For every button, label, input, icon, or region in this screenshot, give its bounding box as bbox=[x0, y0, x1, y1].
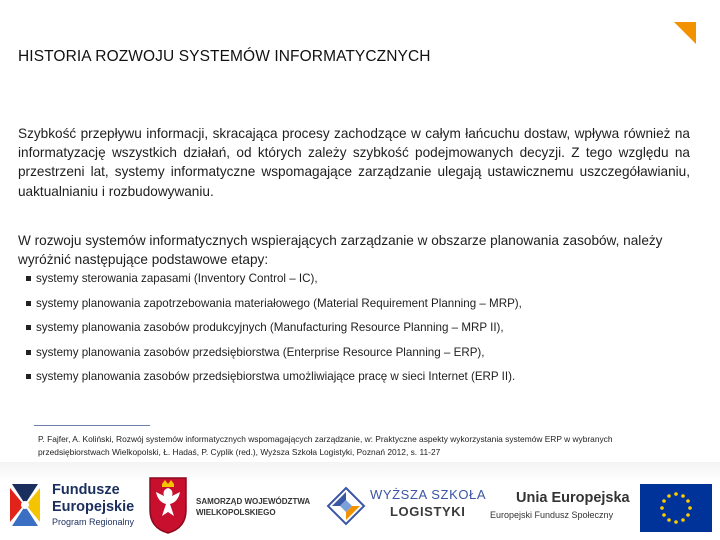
list-item bbox=[26, 346, 522, 371]
stages-intro-paragraph: W rozwoju systemów informatycznych wspierających zarządzanie w obszarze planowania zasobów, należy wyróżnić następujące podstawowe etapy: bbox=[18, 233, 663, 268]
wyzsza-szkola-logistyki-logo bbox=[326, 484, 486, 530]
wsl-line1: WYŻSZA SZKOŁA bbox=[370, 487, 487, 502]
footnote-divider bbox=[34, 425, 150, 426]
wsl-line2: LOGISTYKI bbox=[390, 504, 466, 519]
list-item-text: systemy sterowania zapasami (Inventory Control – IC), bbox=[36, 272, 318, 285]
bullet-square-icon bbox=[26, 325, 31, 330]
fe-line3: Program Regionalny bbox=[52, 517, 135, 527]
wielkopolska-logo bbox=[148, 476, 318, 536]
bullet-square-icon bbox=[26, 350, 31, 355]
fe-line2: Europejskie bbox=[52, 499, 135, 515]
wsl-chevron-icon bbox=[326, 486, 366, 526]
eu-flag-icon bbox=[640, 484, 712, 532]
list-item-text: systemy planowania zasobów przedsiębiorstwa (Enterprise Resource Planning – ERP), bbox=[36, 345, 485, 359]
bullet-square-icon bbox=[26, 301, 31, 306]
intro-paragraph: Szybkość przepływu informacji, skracająca procesy zachodzące w całym łańcuchu dostaw, wpływa również na informatyzację wszystkich działań, od których zależy szybkość podejmowanych decyzji. Z tego względu na przestrzeni lat, systemy informatyczne wspomagające zarządzanie ulegają ustawicznemu uszczegóławianiu, uaktualnianiu i rozbudowywaniu. bbox=[18, 126, 690, 199]
list-item-text: systemy planowania zasobów produkcyjnych (Manufacturing Resource Planning – MRP II), bbox=[36, 321, 504, 335]
corner-accent-triangle bbox=[674, 22, 696, 44]
footnote: P. Fajfer, A. Koliński, Rozwój systemów informatycznych wspomagających zarządzanie, w: Praktyczne aspekty wykorzystania systemów ERP w wybranych przedsiębiorstwach Wielkopolski, Ł. Hadaś, P. Cyplik (red.), Wyższa Szkoła Logistyki, Poznań 2012, s. 11-27 bbox=[38, 434, 613, 457]
list-item bbox=[26, 370, 522, 395]
bullet-square-icon bbox=[26, 276, 31, 281]
ue-line2: Europejski Fundusz Społeczny bbox=[490, 510, 614, 520]
list-item-text: systemy planowania zapotrzebowania materiałowego (Material Requirement Planning – MRP), bbox=[36, 296, 522, 310]
list-item bbox=[26, 272, 522, 297]
slide-title: HISTORIA ROZWOJU SYSTEMÓW INFORMATYCZNYCH bbox=[18, 48, 431, 65]
fe-line1: Fundusze bbox=[52, 482, 120, 498]
wlkp-line2: WIELKOPOLSKIEGO bbox=[196, 508, 276, 517]
unia-europejska-logo bbox=[488, 484, 720, 534]
bullet-square-icon bbox=[26, 374, 31, 379]
wielkopolska-eagle-crest-icon bbox=[148, 476, 188, 534]
wlkp-line1: SAMORZĄD WOJEWÓDZTWA bbox=[196, 497, 311, 506]
ue-line1: Unia Europejska bbox=[516, 490, 630, 506]
list-item bbox=[26, 297, 522, 322]
fe-star-icon bbox=[8, 480, 46, 532]
list-item-text: systemy planowania zasobów przedsiębiorstwa umożliwiające pracę w sieci Internet (ERP II). bbox=[36, 370, 516, 384]
stages-list bbox=[26, 272, 522, 395]
list-item bbox=[26, 321, 522, 346]
